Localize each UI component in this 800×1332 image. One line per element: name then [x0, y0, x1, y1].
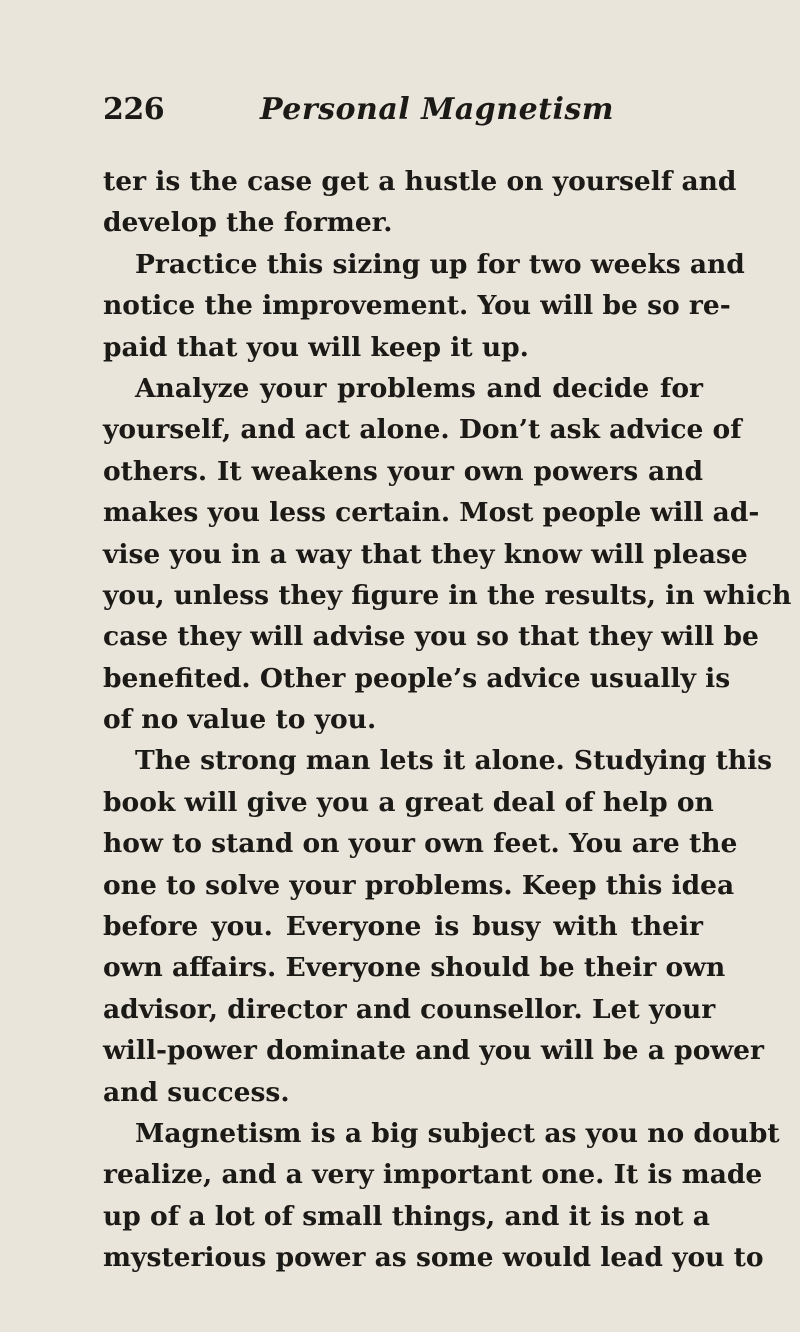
- text-line: how to stand on your own feet. You are the: [103, 828, 738, 860]
- text-line: advisor, director and counsellor. Let your: [103, 993, 716, 1025]
- text-line: realize, and a very important one. It is made: [103, 1159, 763, 1191]
- text-line: yourself, and act alone. Don’t ask advice of: [103, 414, 742, 446]
- running-head: [103, 92, 703, 142]
- running-title: Personal Magnetism: [260, 92, 615, 127]
- text-line: book will give you a great deal of help on: [103, 786, 714, 818]
- text-line: Analyze your problems and decide for: [135, 372, 703, 404]
- text-line: and success.: [103, 1076, 290, 1108]
- text-line: notice the improvement. You will be so re-: [103, 290, 731, 322]
- text-line: case they will advise you so that they will be: [103, 621, 759, 653]
- page-number: 226: [103, 92, 165, 127]
- text-line: up of a lot of small things, and it is not a: [103, 1200, 710, 1232]
- text-line: others. It weakens your own powers and: [103, 455, 703, 487]
- text-line: benefited. Other people’s advice usually is: [103, 662, 731, 694]
- text-line: one to solve your problems. Keep this idea: [103, 869, 735, 901]
- body-text: [103, 163, 792, 1281]
- text-line: Magnetism is a big subject as you no doubt: [135, 1117, 780, 1149]
- text-line: own affairs. Everyone should be their own: [103, 952, 726, 984]
- text-line: The strong man lets it alone. Studying this: [135, 745, 773, 777]
- text-line: vise you in a way that they know will please: [103, 538, 748, 570]
- text-line: ter is the case get a hustle on yourself and: [103, 166, 737, 197]
- text-line: you, unless they figure in the results, in which: [103, 579, 792, 611]
- text-line: of no value to you.: [103, 704, 377, 736]
- text-line: makes you less certain. Most people will ad-: [103, 497, 760, 529]
- text-line: Practice this sizing up for two weeks and: [135, 248, 745, 280]
- text-line: mysterious power as some would lead you to: [103, 1242, 764, 1274]
- text-line: before you. Everyone is busy with their: [103, 911, 703, 943]
- text-line: develop the former.: [103, 207, 393, 239]
- text-line: will-power dominate and you will be a power: [103, 1035, 764, 1067]
- text-line: paid that you will keep it up.: [103, 331, 529, 363]
